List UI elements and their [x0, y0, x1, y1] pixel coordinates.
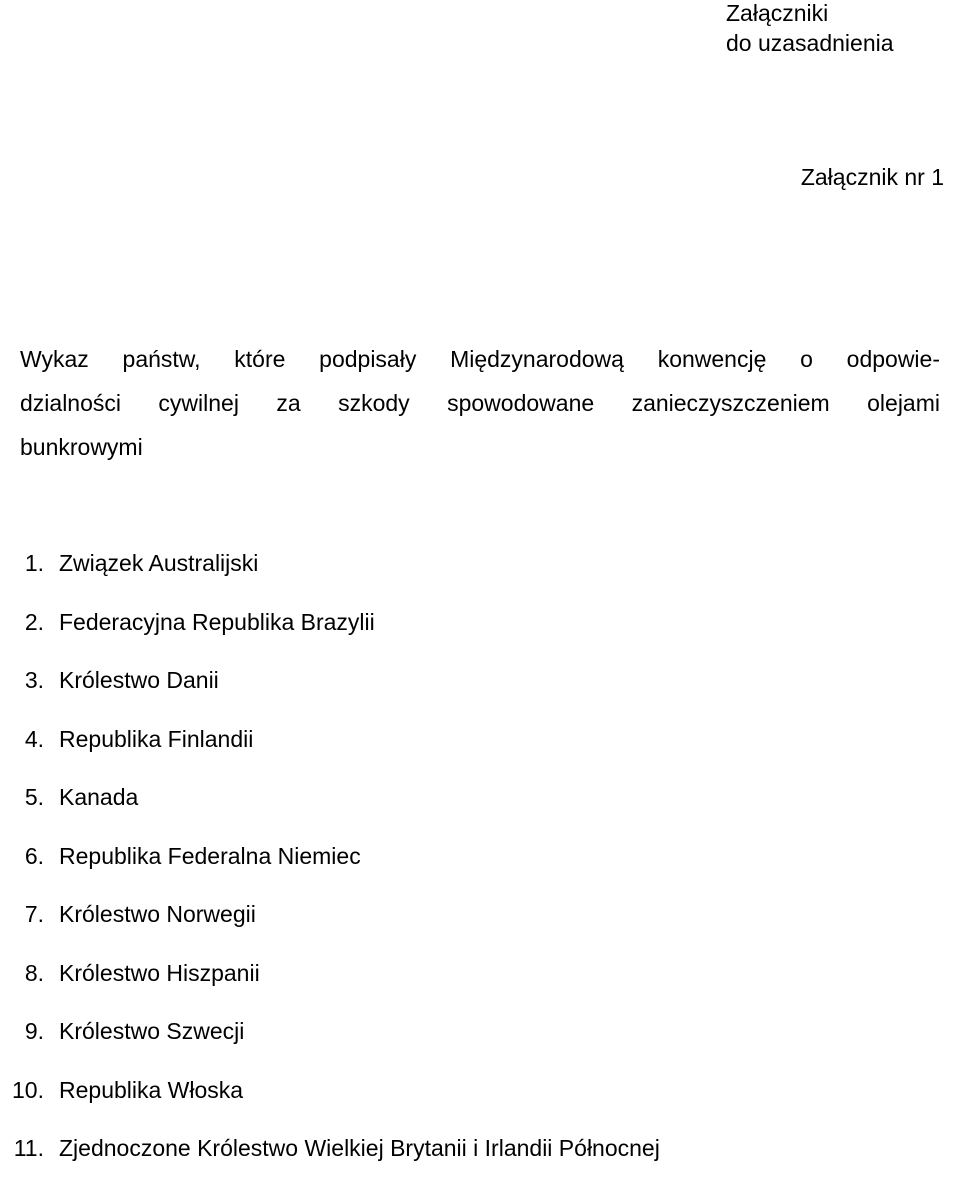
intro-paragraph: [20, 337, 940, 469]
list-item-number: 5.: [24, 784, 44, 810]
intro-line-2: dzialności cywilnej za szkody spowodowane zanieczyszczeniem olejami: [20, 390, 940, 416]
list-item-number: 2.: [24, 608, 44, 635]
list-item-number: 1.: [24, 550, 44, 576]
list-item-number: 7.: [24, 901, 44, 927]
list-item-name: Królestwo Szwecji: [59, 1018, 245, 1044]
list-item: [0, 607, 960, 666]
list-item: [0, 548, 960, 607]
list-item-name: Zjednoczone Królestwo Wielkiej Brytanii i Irlandii Północnej: [59, 1135, 660, 1161]
list-item-number: 6.: [24, 842, 44, 869]
list-item: [0, 665, 960, 724]
annex-number: Załącznik nr 1: [800, 164, 944, 190]
list-item-number: 4.: [24, 725, 44, 752]
list-item-name: Królestwo Norwegii: [59, 901, 256, 927]
list-item: [0, 841, 960, 900]
list-item-name: Federacyjna Republika Brazylii: [59, 608, 375, 635]
list-item-name: Republika Finlandii: [59, 725, 254, 752]
list-item: [0, 782, 960, 841]
list-item: [0, 1016, 960, 1075]
attachments-subtitle: do uzasadnienia: [726, 30, 894, 56]
list-item-name: Królestwo Hiszpanii: [59, 959, 260, 986]
intro-line-1: Wykaz państw, które podpisały Międzynarodową konwencję o odpowie-: [20, 346, 940, 372]
list-item-number: 9.: [24, 1018, 44, 1044]
list-item: [0, 724, 960, 783]
list-item: [0, 899, 960, 958]
country-list: [0, 548, 960, 1192]
list-item-name: Związek Australijski: [59, 550, 259, 576]
list-item: [0, 1075, 960, 1134]
list-item-name: Kanada: [59, 784, 139, 810]
intro-line-3: bunkrowymi: [20, 434, 143, 460]
attachments-title: Załączniki: [726, 0, 829, 26]
attachments-header: [726, 0, 894, 58]
list-item-number: 3.: [24, 667, 44, 693]
list-item-number: 11.: [13, 1135, 44, 1161]
list-item-name: Republika Włoska: [59, 1076, 244, 1103]
list-item-number: 10.: [12, 1076, 44, 1103]
list-item-name: Republika Federalna Niemiec: [59, 842, 361, 869]
list-item: [0, 958, 960, 1017]
list-item-name: Królestwo Danii: [59, 667, 219, 693]
list-item: [0, 1133, 960, 1192]
list-item-number: 8.: [24, 959, 44, 986]
